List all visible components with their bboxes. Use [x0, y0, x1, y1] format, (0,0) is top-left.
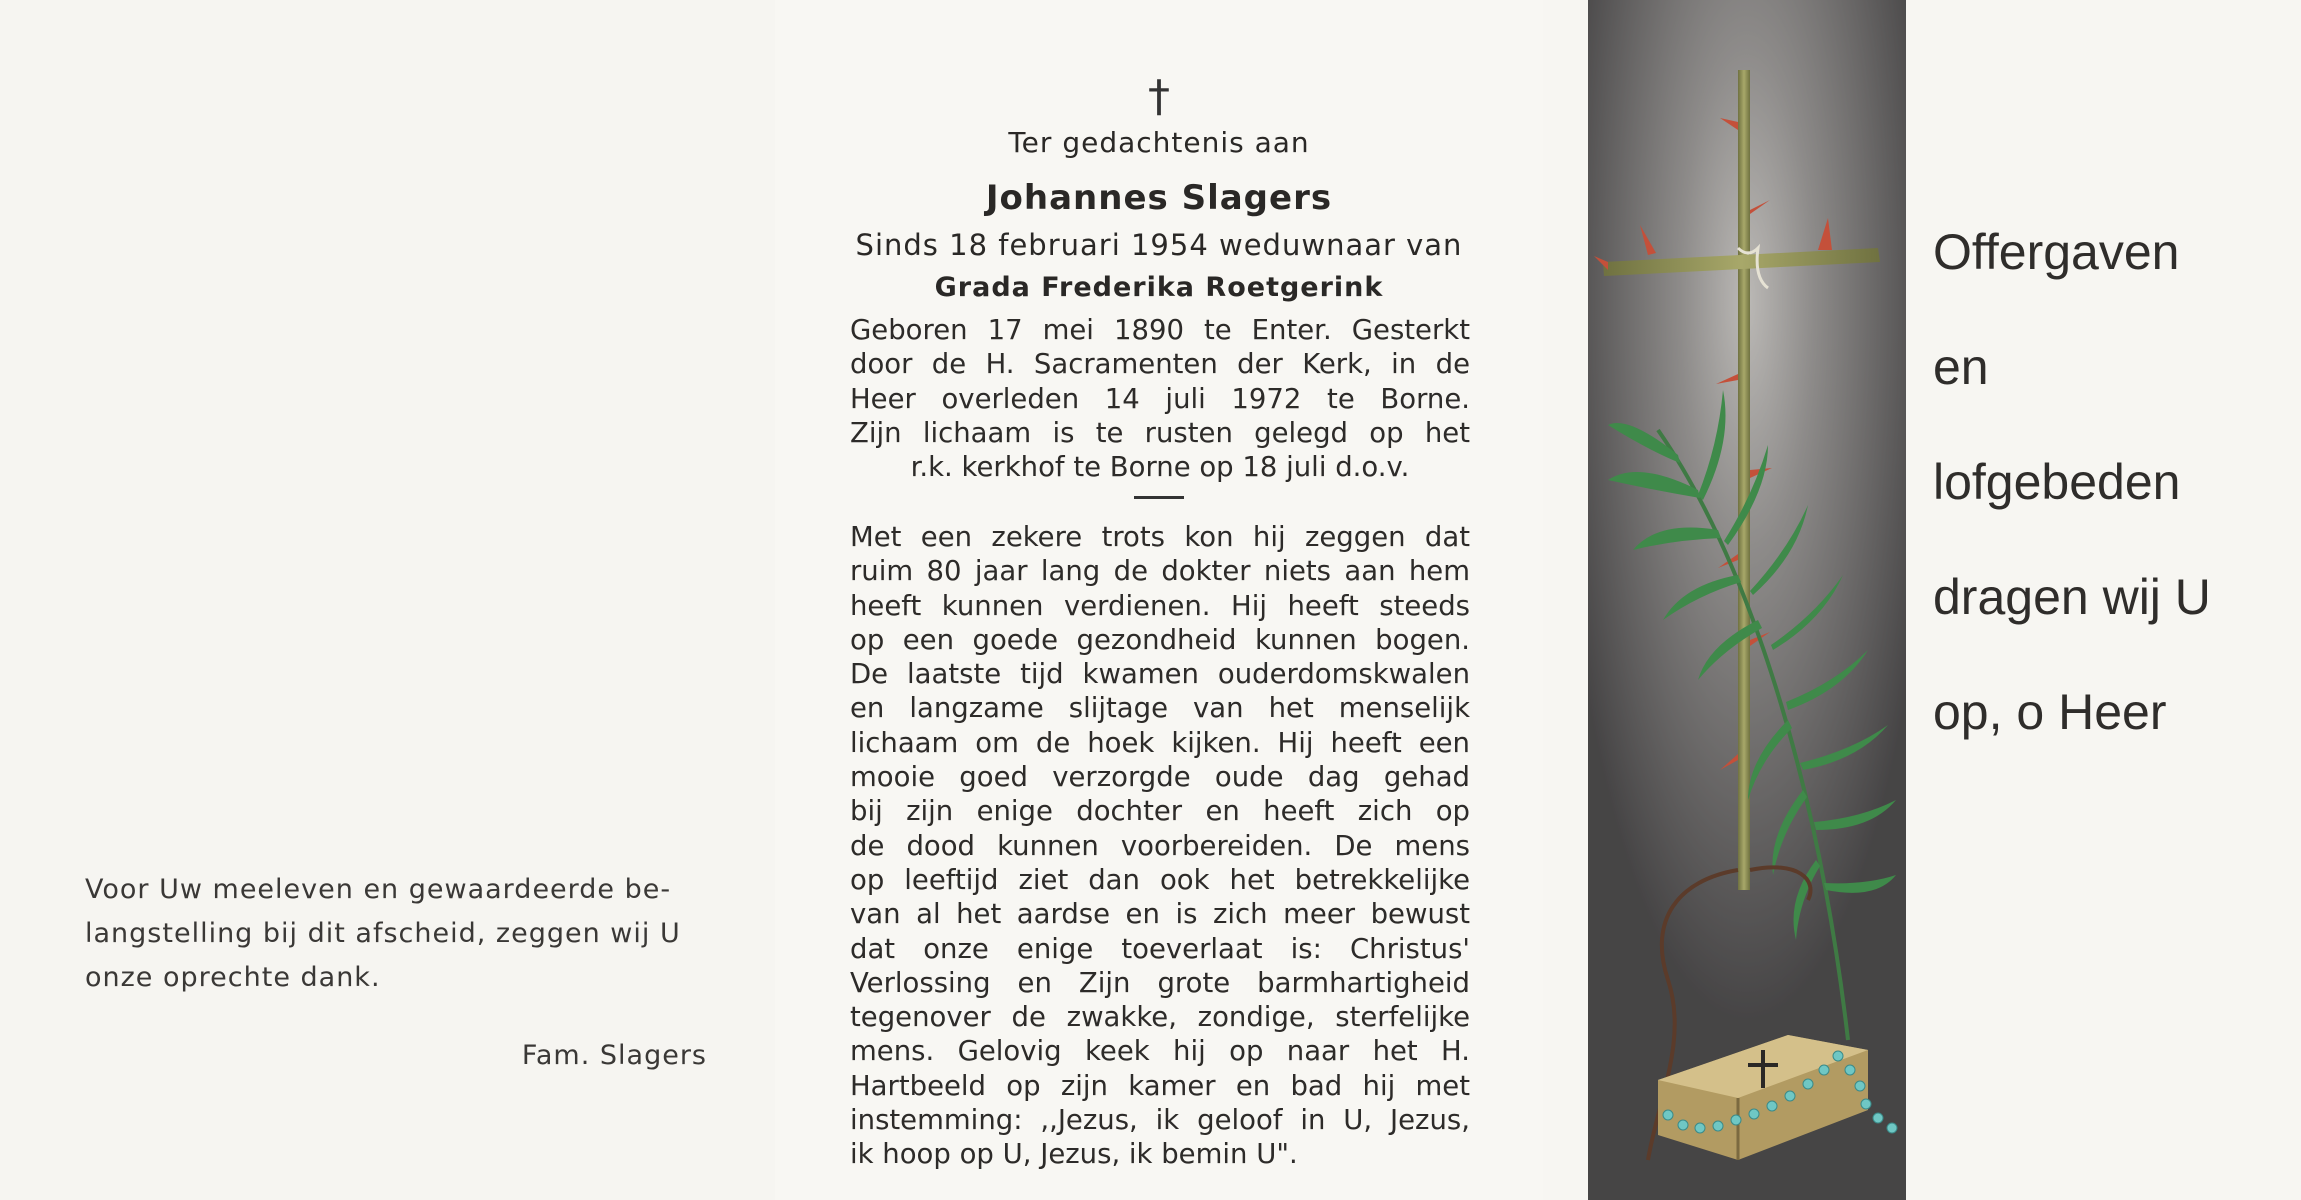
bio-line: Geboren 17 mei 1890 te Enter. Gesterkt — [850, 314, 1470, 346]
family-signature: Fam. Slagers — [521, 1040, 707, 1071]
memorial-heading: Ter gedachtenis aan — [1008, 126, 1310, 159]
story-line: lichaam om de hoek kijken. Hij heeft een — [850, 726, 1470, 759]
bio-line: door de H. Sacramenten der Kerk, in de — [850, 348, 1470, 381]
story-line: Met een zekere trots kon hij zeggen dat — [850, 521, 1470, 553]
story-line: Hartbeeld op zijn kamer en bad hij met — [850, 1069, 1470, 1102]
story-line: op een goede gezondheid kunnen bogen. — [850, 623, 1470, 656]
thorn-cross-icon — [1588, 0, 1906, 1200]
story-line: op leeftijd ziet dan ook het betrekkelijke — [850, 863, 1470, 896]
bio-line: Heer overleden 14 juli 1972 te Borne. — [850, 382, 1470, 415]
story-line: tegenover de zwakke, zondige, sterfelijke — [850, 1001, 1470, 1034]
verse-line: Offergaven — [1933, 224, 2180, 280]
memorial-panel — [775, 0, 1543, 1200]
verse-line: op, o Heer — [1933, 684, 2167, 740]
story-line: heeft kunnen verdienen. Hij heeft steeds — [850, 589, 1470, 622]
widower-line: Sinds 18 februari 1954 weduwnaar van — [855, 228, 1463, 262]
thanks-panel — [0, 0, 775, 1200]
verse-panel — [1543, 0, 2301, 1200]
cross-symbol: † — [1148, 71, 1170, 122]
story-line: dat onze enige toeverlaat is: Christus' — [850, 932, 1470, 965]
story-line: instemming: ,,Jezus, ik geloof in U, Jezus, — [850, 1104, 1470, 1137]
divider — [1134, 496, 1184, 499]
story-line: ik hoop op U, Jezus, ik bemin U". — [850, 1138, 1298, 1171]
bio-line: Zijn lichaam is te rusten gelegd op het — [850, 416, 1470, 449]
deceased-name: Johannes Slagers — [985, 178, 1333, 218]
spouse-name: Grada Frederika Roetgerink — [934, 272, 1384, 303]
biography — [850, 313, 1470, 484]
verse-line: lofgebeden — [1933, 454, 2181, 510]
verse-text — [1933, 195, 2211, 770]
story-line: Verlossing en Zijn grote barmhartigheid — [850, 966, 1470, 999]
verse-line: en — [1933, 339, 1989, 395]
story-line: en langzame slijtage van het menselijk — [850, 692, 1470, 725]
thanks-text — [85, 868, 707, 1000]
verse-line: dragen wij U — [1933, 569, 2211, 625]
story-line: bij zijn enige dochter en heeft zich op — [850, 795, 1470, 828]
story-line: van al het aardse en is zich meer bewust — [850, 898, 1470, 931]
story-line: de dood kunnen voorbereiden. De mens — [850, 829, 1470, 862]
thanks-line: Voor Uw meeleven en gewaardeerde be- — [85, 874, 672, 905]
thanks-line: onze oprechte dank. — [85, 962, 381, 993]
story-line: De laatste tijd kwamen ouderdomskwalen — [850, 658, 1470, 691]
story-line: ruim 80 jaar lang de dokter niets aan hem — [850, 555, 1470, 588]
story-line: mooie goed verzorgde oude dag gehad — [850, 761, 1470, 794]
bio-line: r.k. kerkhof te Borne op 18 juli d.o.v. — [910, 451, 1410, 484]
story-line: mens. Gelovig keek hij op naar het H. — [850, 1035, 1470, 1068]
life-story — [850, 520, 1470, 1172]
thanks-line: langstelling bij dit afscheid, zeggen wij U — [85, 918, 681, 949]
